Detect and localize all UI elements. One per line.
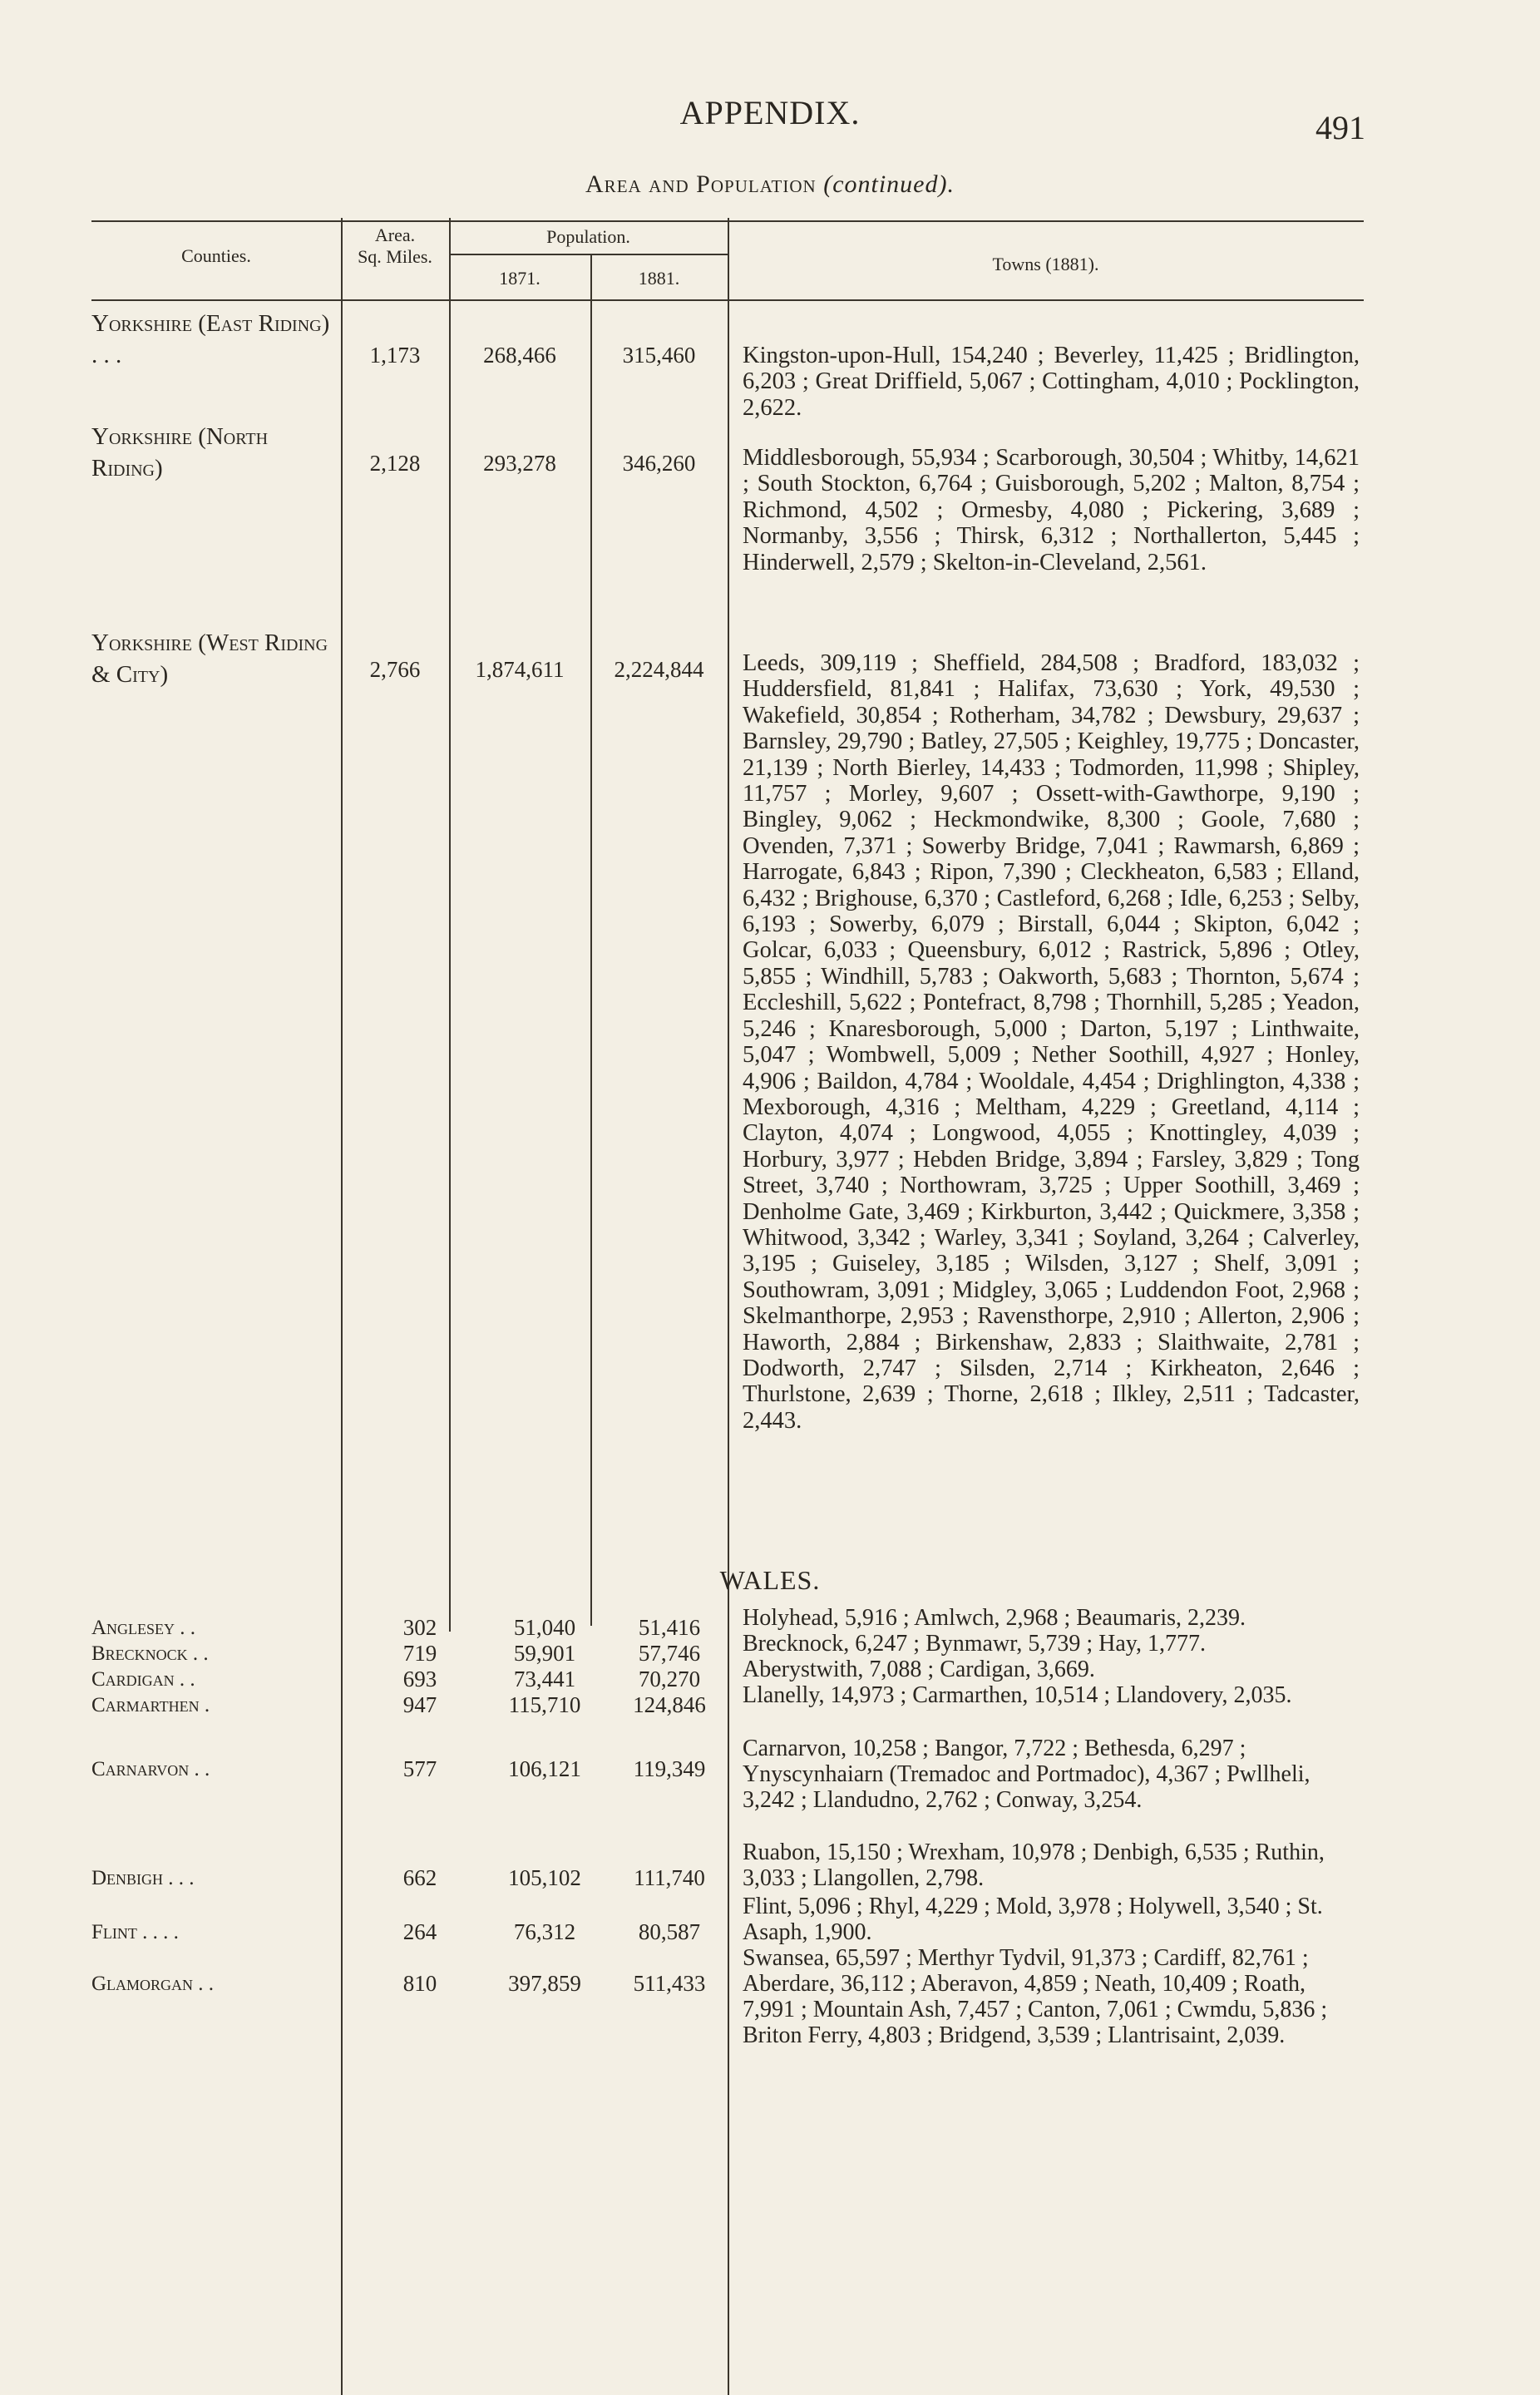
area-cell: 1,173 (369, 343, 421, 368)
county-yorkshire-north: Yorkshire (North Riding) (91, 423, 269, 481)
wales-pop1881: 70,270 (638, 1667, 701, 1691)
pop1881-cell: 346,260 (622, 451, 696, 476)
pop1881-cell: 2,224,844 (614, 657, 704, 682)
wales-county: Denbigh . . . (91, 1867, 195, 1889)
wales-area: 264 (402, 1919, 437, 1944)
wales-county: Carnarvon . . (91, 1758, 210, 1780)
pop1871-cell: 268,466 (483, 343, 556, 368)
wales-pop1871: 59,901 (513, 1641, 576, 1666)
wales-county: Glamorgan . . (91, 1973, 215, 1995)
wales-county: Cardigan . . (91, 1668, 195, 1691)
wales-county: Brecknock . . (91, 1642, 209, 1665)
pop1881-cell: 315,460 (622, 343, 696, 368)
header-area (341, 225, 449, 268)
wales-pop1881: 119,349 (633, 1756, 706, 1781)
wales-pop1881: 57,746 (638, 1641, 701, 1666)
wales-area: 577 (402, 1756, 437, 1781)
wales-pop1871: 105,102 (508, 1865, 581, 1890)
wales-pop1871: 397,859 (508, 1971, 581, 1996)
header-area-line2: Sq. Miles. (358, 246, 432, 267)
wales-heading: WALES. (719, 1565, 821, 1595)
wales-pop1871: 106,121 (508, 1756, 581, 1781)
towns-cell: Kingston-upon-Hull, 154,240 ; Beverley, 11,425 ; Bridlington, 6,203 ; Great Driffield, 5,067 ; Cottingham, 4,010 ; Pocklington, 2,622. (743, 343, 1360, 421)
running-head: APPENDIX. (679, 94, 861, 131)
wales-pop1871: 115,710 (508, 1692, 581, 1717)
towns-cell: Leeds, 309,119 ; Sheffield, 284,508 ; Bradford, 183,032 ; Huddersfield, 81,841 ; Halifax, 73,630 ; York, 49,530 ; Wakefield, 30,854 ; Rotherham, 34,782 ; Dewsbury, 29,637 ; Barnsley, 29,790 ; Batley, 27,505 ; Keighley, 19,775 ; Doncaster, 21,139 ; North Bierley, 14,433 ; Todmorden, 11,998 ; Shipley, 11,757 ; Morley, 9,607 ; Ossett-with-Gawthorpe, 9,190 ; Bingley, 9,062 ; Heckmondwike, 8,300 ; Goole, 7,680 ; Ovenden, 7,371 ; Sowerby Bridge, 7,041 ; Rawmarsh, 6,869 ; Harrogate, 6,843 ; Ripon, 7,390 ; Cleckheaton, 6,583 ; Elland, 6,432 ; Brighouse, 6,370 ; Castleford, 6,268 ; Idle, 6,253 ; Selby, 6,193 ; Sowerby, 6,079 ; Birstall, 6,044 ; Skipton, 6,042 ; Golcar, 6,033 ; Queensbury, 6,012 ; Rastrick, 5,896 ; Otley, 5,855 ; Windhill, 5,783 ; Oakworth, 5,683 ; Thornton, 5,674 ; Eccleshill, 5,622 ; Pontefract, 8,798 ; Thornhill, 5,285 ; Yeadon, 5,246 ; Knaresborough, 5,000 ; Darton, 5,197 ; Linthwaite, 5,047 ; Wombwell, 5,009 ; Nether Soothill, 4,927 ; Honley, 4,906 ; Baildon, 4,784 ; Wooldale, 4,454 ; Drighlington, 4,338 ; Mexborough, 4,316 ; Meltham, 4,229 ; Greetland, 4,114 ; Clayton, 4,074 ; Longwood, 4,055 ; Knottingley, 4,039 ; Horbury, 3,977 ; Hebden Bridge, 3,894 ; Farsley, 3,829 ; Tong Street, 3,740 ; Northowram, 3,725 ; Upper Soothill, 3,469 ; Denholme Gate, 3,469 ; Kirkburton, 3,442 ; Quickmere, 3,358 ; Whitwood, 3,342 ; Warley, 3,341 ; Soyland, 3,264 ; Calverley, 3,195 ; Guiseley, 3,185 ; Wilsden, 3,127 ; Shelf, 3,091 ; Southowram, 3,091 ; Midgley, 3,065 ; Luddendon Foot, 2,968 ; Skelmanthorpe, 2,953 ; Ravensthorpe, 2,910 ; Allerton, 2,906 ; Haworth, 2,884 ; Birkenshaw, 2,833 ; Slaithwaite, 2,781 ; Dodworth, 2,747 ; Silsden, 2,714 ; Kirkheaton, 2,646 ; Thurlstone, 2,639 ; Thorne, 2,618 ; Ilkley, 2,511 ; Tadcaster, 2,443. (743, 650, 1360, 1434)
wales-county: Carmarthen . (91, 1694, 210, 1716)
wales-pop1881: 124,846 (633, 1692, 706, 1717)
area-cell: 2,128 (369, 451, 421, 476)
wales-towns: Aberystwith, 7,088 ; Cardigan, 3,669. (743, 1657, 1095, 1682)
wales-towns: Flint, 5,096 ; Rhyl, 4,229 ; Mold, 3,978 ; Holywell, 3,540 ; St. Asaph, 1,900. (743, 1894, 1323, 1945)
header-towns: Towns (1881). (992, 254, 1099, 274)
wales-towns: Llanelly, 14,973 ; Carmarthen, 10,514 ; Llandovery, 2,035. (743, 1682, 1292, 1708)
header-1881: 1881. (638, 268, 680, 289)
wales-pop1881: 511,433 (633, 1971, 706, 1996)
page-number: 491 (1315, 109, 1365, 146)
county-yorkshire-west: Yorkshire (West Riding & City) (91, 630, 328, 688)
col-rule-1 (341, 218, 343, 1632)
table-title-note: (continued). (823, 170, 955, 198)
wales-area: 719 (402, 1641, 437, 1666)
header-counties: Counties. (181, 245, 251, 266)
wales-area: 947 (402, 1692, 437, 1717)
wales-towns: Brecknock, 6,247 ; Bynmawr, 5,739 ; Hay, 1,777. (743, 1631, 1206, 1657)
header-area-line1: Area. (374, 225, 416, 245)
wales-pop1881: 80,587 (638, 1919, 701, 1944)
pop1871-cell: 293,278 (483, 451, 556, 476)
header-population: Population. (546, 226, 630, 247)
wales-towns: Swansea, 65,597 ; Merthyr Tydvil, 91,373 ; Cardiff, 82,761 ; Aberdare, 36,112 ; Aberavon, 4,859 ; Neath, 10,409 ; Roath, 7,991 ; Mountain Ash, 7,457 ; Canton, 7,061 ; Cwmdu, 5,836 ; Briton Ferry, 4,803 ; Bridgend, 3,539 ; Llantrisaint, 2,039. (743, 1945, 1328, 2048)
wales-area: 662 (402, 1865, 437, 1890)
wales-area: 810 (402, 1971, 437, 1996)
wales-pop1871: 51,040 (513, 1615, 576, 1640)
wales-col-rule-2 (728, 1605, 729, 2395)
wales-towns: Holyhead, 5,916 ; Amlwch, 2,968 ; Beaumaris, 2,239. (743, 1605, 1246, 1631)
wales-pop1871: 73,441 (513, 1667, 576, 1691)
towns-cell: Middlesborough, 55,934 ; Scarborough, 30,504 ; Whitby, 14,621 ; South Stockton, 6,764 ; Guisborough, 5,202 ; Malton, 8,754 ; Richmond, 4,502 ; Ormesby, 4,080 ; Pickering, 3,689 ; Normanby, 3,556 ; Thirsk, 6,312 ; Northallerton, 5,445 ; Hinderwell, 2,579 ; Skelton-in-Cleveland, 2,561. (743, 445, 1360, 575)
wales-county: Anglesey . . (91, 1617, 196, 1639)
wales-county: Flint . . . . (91, 1921, 179, 1943)
table-title-text: Area and Population (585, 170, 817, 198)
area-cell: 2,766 (369, 657, 421, 682)
wales-towns: Carnarvon, 10,258 ; Bangor, 7,722 ; Bethesda, 6,297 ; Ynyscynhaiarn (Tremadoc and Portmadoc), 4,367 ; Pwllheli, 3,242 ; Llandudno, 2,762 ; Conway, 3,254. (743, 1736, 1310, 1813)
col-rule-2 (449, 218, 451, 1632)
wales-pop1871: 76,312 (513, 1919, 576, 1944)
county-yorkshire-east: Yorkshire (East Riding) . . . (91, 310, 330, 368)
wales-towns: Ruabon, 15,150 ; Wrexham, 10,978 ; Denbigh, 6,535 ; Ruthin, 3,033 ; Llangollen, 2,798. (743, 1839, 1325, 1891)
population-sub-rule (449, 254, 728, 255)
wales-pop1881: 111,740 (634, 1865, 705, 1890)
wales-area: 693 (402, 1667, 437, 1691)
wales-col-rule-1 (341, 1605, 343, 2395)
pop1871-cell: 1,874,611 (475, 657, 565, 682)
col-rule-4 (728, 218, 729, 1632)
wales-pop1881: 51,416 (638, 1615, 701, 1640)
table-title (0, 170, 1540, 199)
header-1871: 1871. (499, 268, 540, 289)
wales-area: 302 (402, 1615, 437, 1640)
